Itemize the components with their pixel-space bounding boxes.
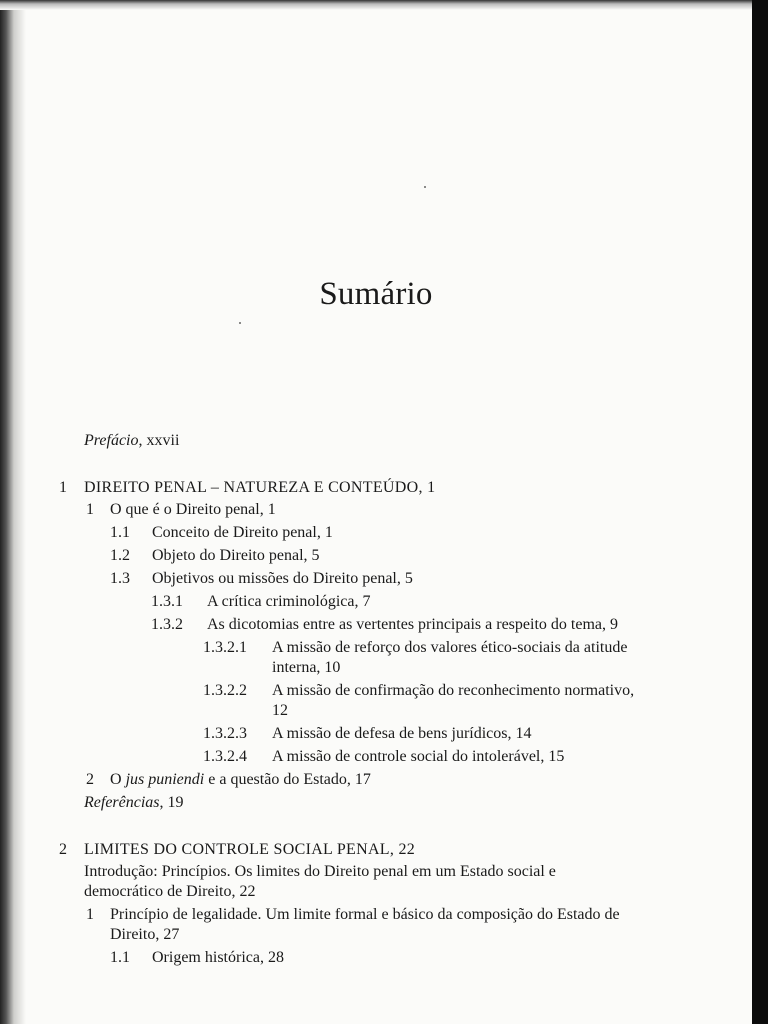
toc-intro-line1: Introdução: Princípios. Os limites do Direito penal em um Estado social e xyxy=(84,863,556,880)
entry-number: 1.3 xyxy=(110,570,130,587)
references-page: , 19 xyxy=(159,794,184,811)
speck xyxy=(239,322,241,324)
entry-text-line2: 12 xyxy=(272,702,288,719)
toc-entry xyxy=(110,523,333,542)
entry-number: 1.3.2.4 xyxy=(203,748,247,765)
toc-references xyxy=(84,793,184,812)
page-left-shadow xyxy=(0,0,26,1024)
preface-page: , xxvii xyxy=(138,432,180,449)
scan-right-border xyxy=(752,0,768,1024)
entry-text: A crítica criminológica, 7 xyxy=(207,593,371,610)
entry-number: 1.3.2.2 xyxy=(203,682,247,699)
toc-entry xyxy=(203,747,565,766)
entry-text-italic: jus puniendi xyxy=(125,771,205,788)
toc-chapter-2 xyxy=(59,840,416,859)
entry-number: 2 xyxy=(86,771,94,788)
toc-entry xyxy=(203,638,628,657)
entry-text: O que é o Direito penal, 1 xyxy=(110,501,276,518)
entry-number: 1 xyxy=(86,906,94,923)
toc-preface xyxy=(84,431,179,450)
entry-number: 1.3.2 xyxy=(151,616,183,633)
page-title: Sumário xyxy=(319,276,433,312)
entry-text xyxy=(110,770,371,789)
entry-text: A missão de controle social do intolerável, 15 xyxy=(272,748,565,765)
entry-text: Objeto do Direito penal, 5 xyxy=(152,547,320,564)
entry-text-line1: A missão de confirmação do reconhecimento normativo, xyxy=(272,682,635,699)
entry-text-line1: A missão de reforço dos valores ético-sociais da atitude xyxy=(272,639,628,656)
entry-number: 1 xyxy=(86,501,94,518)
entry-text: Origem histórica, 28 xyxy=(152,949,284,966)
toc-intro-line2: democrático de Direito, 22 xyxy=(84,883,256,900)
entry-text: Conceito de Direito penal, 1 xyxy=(152,524,333,541)
entry-text-post: e a questão do Estado, 17 xyxy=(204,771,371,788)
toc-entry xyxy=(86,905,620,924)
chapter-number: 2 xyxy=(59,841,68,858)
references-label: Referências xyxy=(84,794,160,811)
entry-text-line2: interna, 10 xyxy=(272,659,341,676)
preface-label: Prefácio xyxy=(84,432,139,449)
entry-number: 1.1 xyxy=(110,524,130,541)
chapter-title: DIREITO PENAL – NATUREZA E CONTEÚDO, 1 xyxy=(84,479,436,496)
toc-chapter-1 xyxy=(59,478,436,497)
entry-number: 1.3.2.1 xyxy=(203,639,247,656)
toc-entry xyxy=(110,569,413,588)
entry-text: As dicotomias entre as vertentes principais a respeito do tema, 9 xyxy=(207,616,618,633)
chapter-number: 1 xyxy=(59,479,68,496)
toc-entry xyxy=(86,500,276,519)
speck xyxy=(424,186,426,188)
toc-entry xyxy=(110,948,284,967)
toc-entry xyxy=(203,681,635,700)
entry-text-pre: O xyxy=(110,771,126,788)
entry-number: 1.2 xyxy=(110,547,130,564)
toc-entry xyxy=(151,592,371,611)
page-top-shadow xyxy=(0,0,752,10)
entry-text-line1: Princípio de legalidade. Um limite formal e básico da composição do Estado de xyxy=(110,906,620,923)
chapter-title: LIMITES DO CONTROLE SOCIAL PENAL, 22 xyxy=(84,841,416,858)
toc-entry xyxy=(86,770,371,789)
entry-number: 1.1 xyxy=(110,949,130,966)
entry-text: Objetivos ou missões do Direito penal, 5 xyxy=(152,570,413,587)
toc-entry xyxy=(203,724,532,743)
entry-text: A missão de defesa de bens jurídicos, 14 xyxy=(272,725,532,742)
toc-entry xyxy=(151,615,618,634)
entry-number: 1.3.1 xyxy=(151,593,183,610)
toc-entry xyxy=(110,546,320,565)
entry-text-line2: Direito, 27 xyxy=(110,926,180,943)
entry-number: 1.3.2.3 xyxy=(203,725,247,742)
